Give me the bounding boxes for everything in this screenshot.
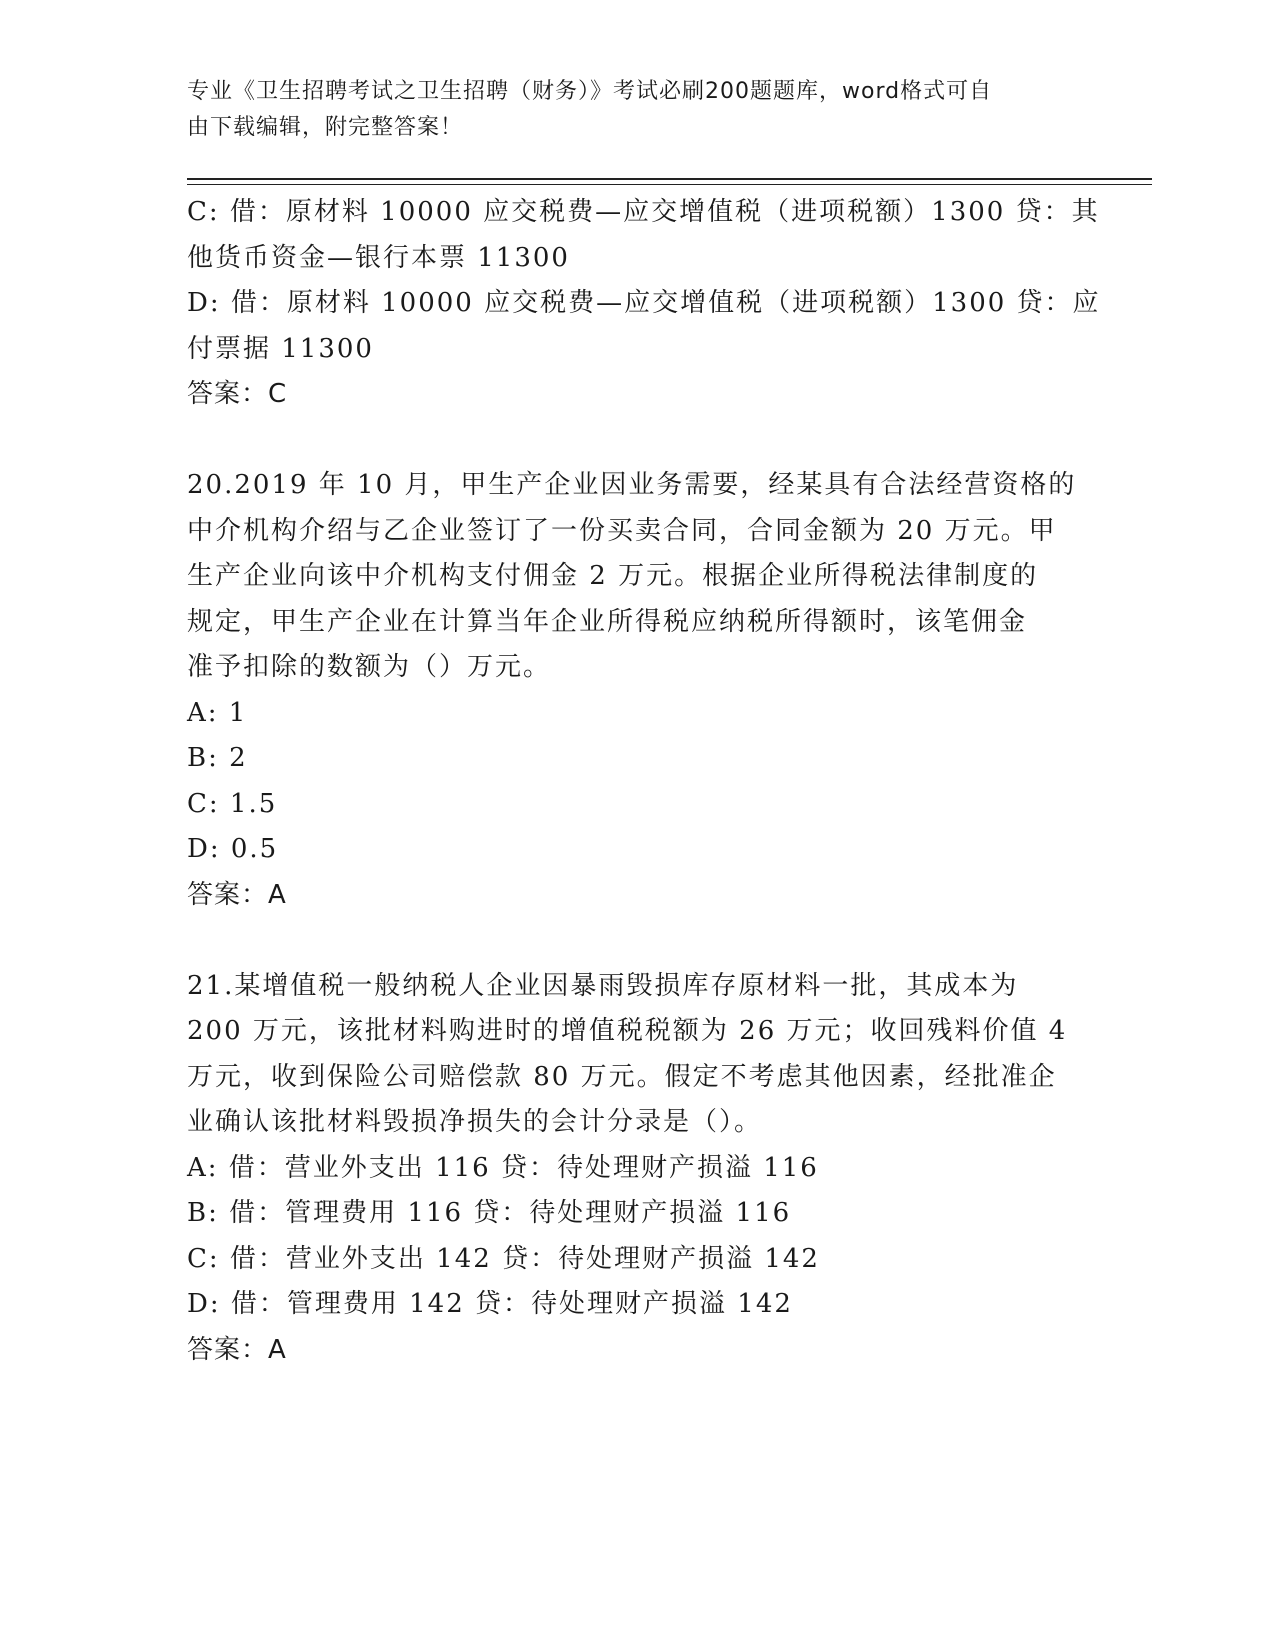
q20-stem-line-5: 准予扣除的数额为（）万元。 bbox=[187, 652, 552, 682]
q20-option-b: B: 2 bbox=[187, 743, 248, 773]
q21-stem-line-3: 万元，收到保险公司赔偿款 80 万元。假定不考虑其他因素，经批准企 bbox=[187, 1061, 1057, 1092]
q21-stem-line-1: 21.某增值税一般纳税人企业因暴雨毁损库存原材料一批，其成本为 bbox=[187, 970, 1019, 1001]
option-c-line-1: C: 借：原材料 10000 应交税费—应交增值税（进项税额）1300 贷：其 bbox=[187, 197, 1100, 227]
spacer bbox=[187, 418, 1087, 464]
header-divider-thin bbox=[187, 184, 1152, 185]
answer-21: 答案：A bbox=[187, 1334, 287, 1365]
question-19-tail bbox=[187, 190, 1101, 418]
q20-stem-line-4: 规定，甲生产企业在计算当年企业所得税应纳税所得额时，该笔佣金 bbox=[187, 606, 1028, 637]
header-line-1: 专业《卫生招聘考试之卫生招聘（财务）》考试必刷200题题库，word格式可自 bbox=[187, 79, 993, 104]
q20-option-a: A: 1 bbox=[187, 697, 248, 728]
q20-option-c: C: 1.5 bbox=[187, 788, 278, 819]
question-20 bbox=[187, 463, 1087, 918]
q21-option-c: C: 借：营业外支出 142 贷：待处理财产损溢 142 bbox=[187, 1243, 820, 1274]
q20-option-d: D: 0.5 bbox=[187, 834, 279, 864]
q21-option-b: B: 借：管理费用 116 贷：待处理财产损溢 116 bbox=[187, 1198, 792, 1228]
header-line-2: 由下载编辑，附完整答案！ bbox=[187, 115, 464, 140]
document-body bbox=[187, 190, 1101, 1373]
q20-stem-line-1: 20.2019 年 10 月，甲生产企业因业务需要，经某具有合法经营资格的 bbox=[187, 470, 1077, 500]
answer-20: 答案：A bbox=[187, 879, 287, 910]
spacer bbox=[187, 918, 1087, 964]
q21-option-d: D: 借：管理费用 142 贷：待处理财产损溢 142 bbox=[187, 1289, 793, 1319]
option-d-line-1: D: 借：原材料 10000 应交税费—应交增值税（进项税额）1300 贷：应 bbox=[187, 288, 1101, 318]
q20-stem-line-2: 中介机构介绍与乙企业签订了一份买卖合同，合同金额为 20 万元。甲 bbox=[187, 515, 1057, 546]
document-header bbox=[187, 74, 1067, 146]
answer-19: 答案：C bbox=[187, 379, 288, 409]
q20-stem-line-3: 生产企业向该中介机构支付佣金 2 万元。根据企业所得税法律制度的 bbox=[187, 561, 1039, 591]
q21-stem-line-2: 200 万元，该批材料购进时的增值税税额为 26 万元；收回残料价值 4 bbox=[187, 1016, 1068, 1046]
q21-option-a: A: 借：营业外支出 116 贷：待处理财产损溢 116 bbox=[187, 1152, 819, 1183]
question-21 bbox=[187, 964, 1087, 1374]
q21-stem-line-4: 业确认该批材料毁损净损失的会计分录是（）。 bbox=[187, 1107, 763, 1137]
option-d-line-2: 付票据 11300 bbox=[187, 333, 374, 364]
option-c-line-2: 他货币资金—银行本票 11300 bbox=[187, 242, 570, 273]
header-divider-thick bbox=[187, 178, 1152, 180]
